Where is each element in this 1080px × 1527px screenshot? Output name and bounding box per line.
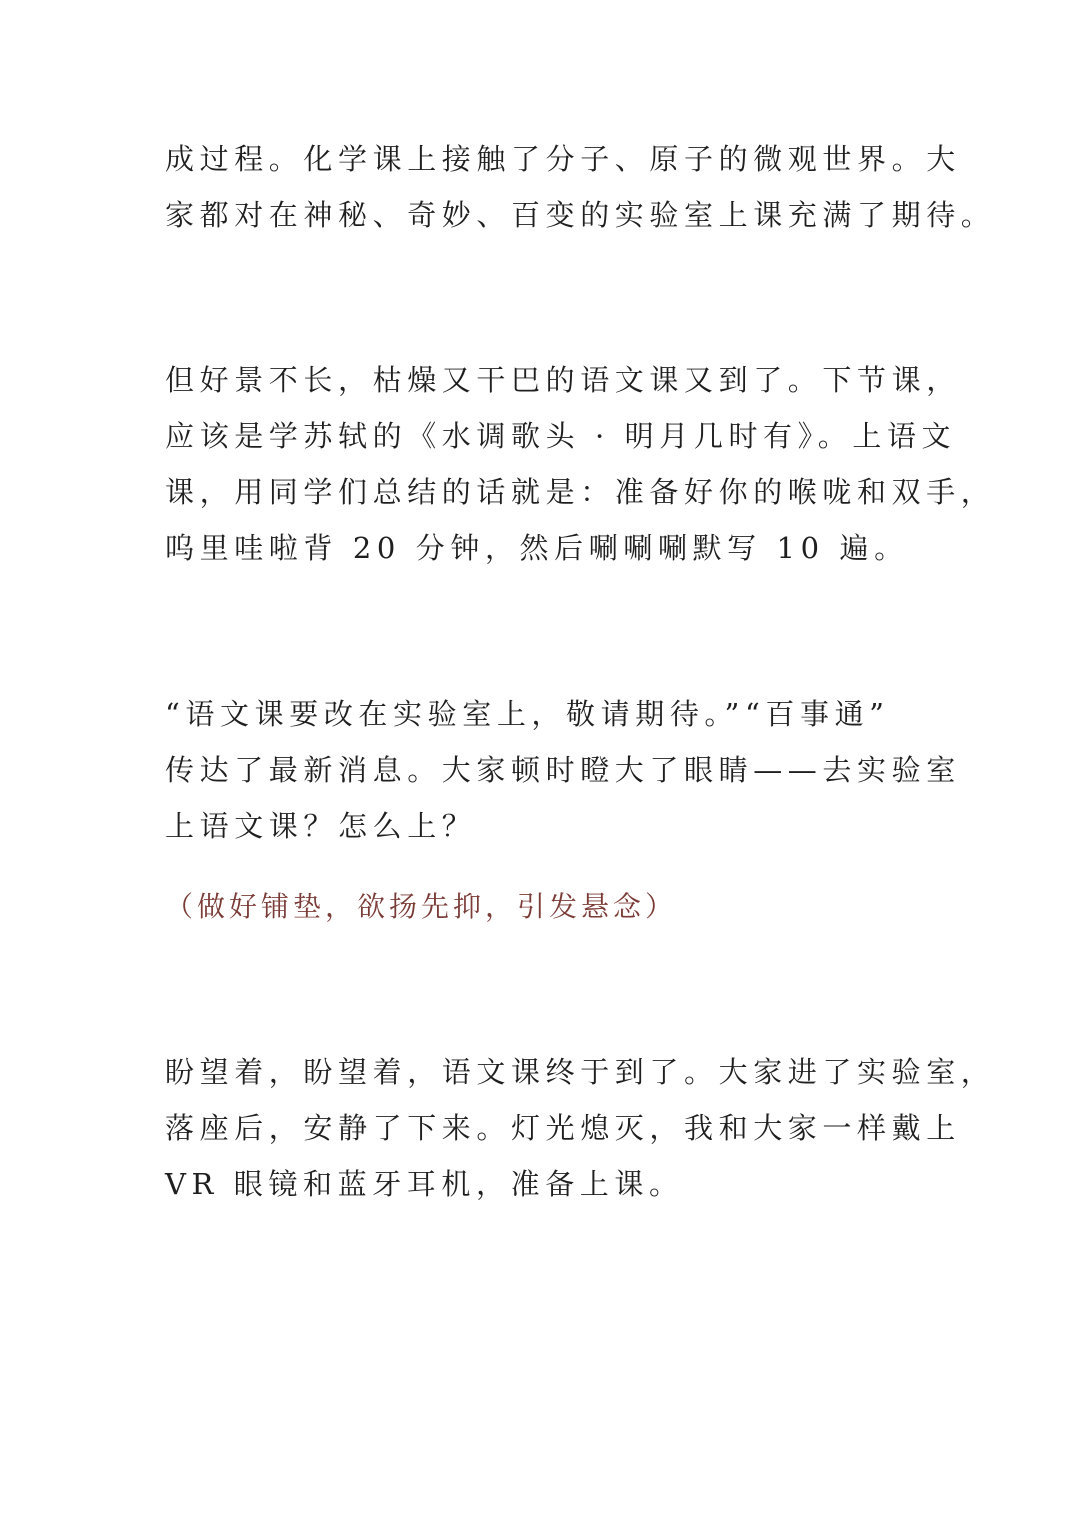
paragraph-3-line-2: 传达了最新消息。大家顿时瞪大了眼睛——去实验室: [165, 753, 961, 787]
paragraph-4-line-1: 盼望着，盼望着，语文课终于到了。大家进了实验室，: [165, 1055, 996, 1089]
paragraph-2-line-3: 课，用同学们总结的话就是：准备好你的喉咙和双手，: [165, 475, 996, 509]
paragraph-3-line-1: “语文课要改在实验室上，敬请期待。”“百事通”: [165, 697, 890, 731]
annotation-note: （做好铺垫，欲扬先抑，引发悬念）: [165, 890, 678, 923]
paragraph-1-line-1: 成过程。化学课上接触了分子、原子的微观世界。大: [165, 142, 961, 176]
paragraph-2-line-1: 但好景不长，枯燥又干巴的语文课又到了。下节课，: [165, 363, 961, 397]
paragraph-2-line-2: 应该是学苏轼的《水调歌头 · 明月几时有》。上语文: [165, 419, 957, 453]
paragraph-4-line-2: 落座后，安静了下来。灯光熄灭，我和大家一样戴上: [165, 1111, 961, 1145]
paragraph-2-line-4: 呜里哇啦背 20 分钟，然后唰唰唰默写 10 遍。: [165, 531, 909, 565]
paragraph-3-line-3: 上语文课？怎么上？: [165, 809, 477, 843]
paragraph-4-line-3: VR 眼镜和蓝牙耳机，准备上课。: [165, 1167, 684, 1201]
paragraph-1-line-2: 家都对在神秘、奇妙、百变的实验室上课充满了期待。: [165, 198, 996, 232]
